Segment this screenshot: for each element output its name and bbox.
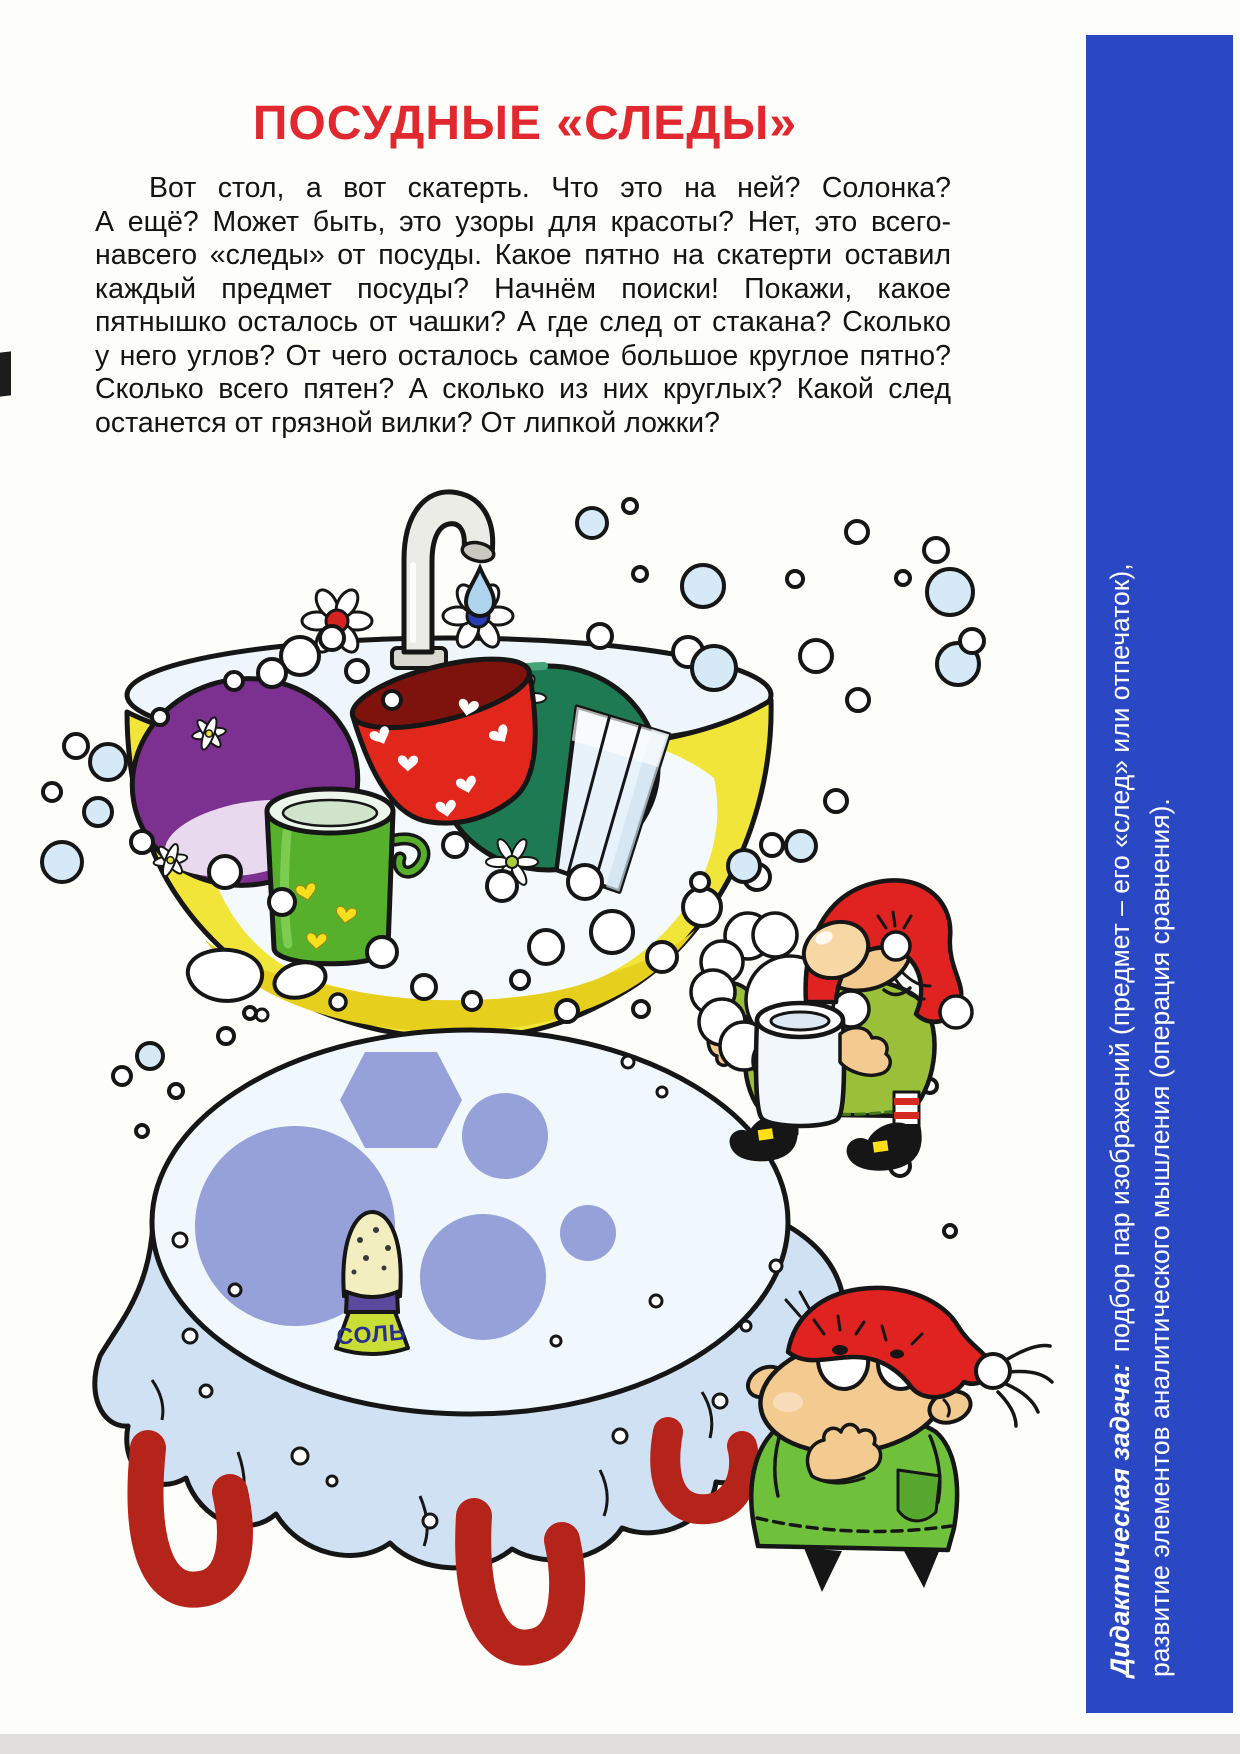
table xyxy=(95,1030,844,1648)
gnome-eye xyxy=(882,932,910,960)
intro-line: Вот стол, а вот скатерть. Что это на ней? Солонка? xyxy=(149,172,951,204)
didactic-task-rest: подбор пар изображений (предмет – его «след» или отпечаток), xyxy=(1105,563,1135,1353)
hat-pom xyxy=(940,996,972,1028)
didactic-task-line1 xyxy=(1100,35,1140,1677)
page-title: ПОСУДНЫЕ «СЛЕДЫ» xyxy=(252,97,798,150)
intro-line: навсего «следы» от посуды. Какое пятно на скатерти оставил xyxy=(95,239,951,271)
gnome2-foot xyxy=(804,1548,842,1592)
hat-pom xyxy=(976,1354,1010,1388)
salt-label: СОЛЬ xyxy=(335,1318,408,1350)
water-drop xyxy=(466,568,494,616)
scan-bottom-edge xyxy=(0,1734,1240,1754)
intro-line: Сколько всего пятен? А сколько из них круглых? Какой след xyxy=(95,373,951,405)
intro-line: у него углов? От чего осталось самое большое круглое пятно? xyxy=(95,339,951,372)
intro-line: А ещё? Может быть, это узоры для красоты? Нет, это всего- xyxy=(95,205,951,238)
intro-line: каждый предмет посуды? Начнём поиски! Покажи, какое xyxy=(95,272,951,305)
boot-buckle xyxy=(756,1127,775,1142)
intro-line: останется от грязной вилки? От липкой ложки? xyxy=(95,406,720,439)
white-mug xyxy=(756,1003,844,1126)
tunic-pocket xyxy=(898,1470,940,1521)
scan-edge-mark xyxy=(0,351,11,396)
intro-line: пятнышко осталось от чашки? А где след от стакана? Сколько xyxy=(95,306,951,338)
didactic-task-sidebar xyxy=(1086,35,1233,1713)
didactic-task-line2: развитие элементов аналитического мышления (операция сравнения). xyxy=(1145,798,1175,1677)
didactic-task-text xyxy=(1086,35,1233,1713)
gnome2-foot xyxy=(904,1549,940,1588)
boot-buckle xyxy=(871,1139,890,1154)
stain-round-4 xyxy=(560,1205,616,1261)
stain-hexagon xyxy=(340,1052,462,1148)
didactic-task-label: Дидактическая задача: xyxy=(1105,1363,1135,1677)
stain-round-2 xyxy=(462,1093,548,1179)
stain-round-3 xyxy=(420,1214,546,1340)
